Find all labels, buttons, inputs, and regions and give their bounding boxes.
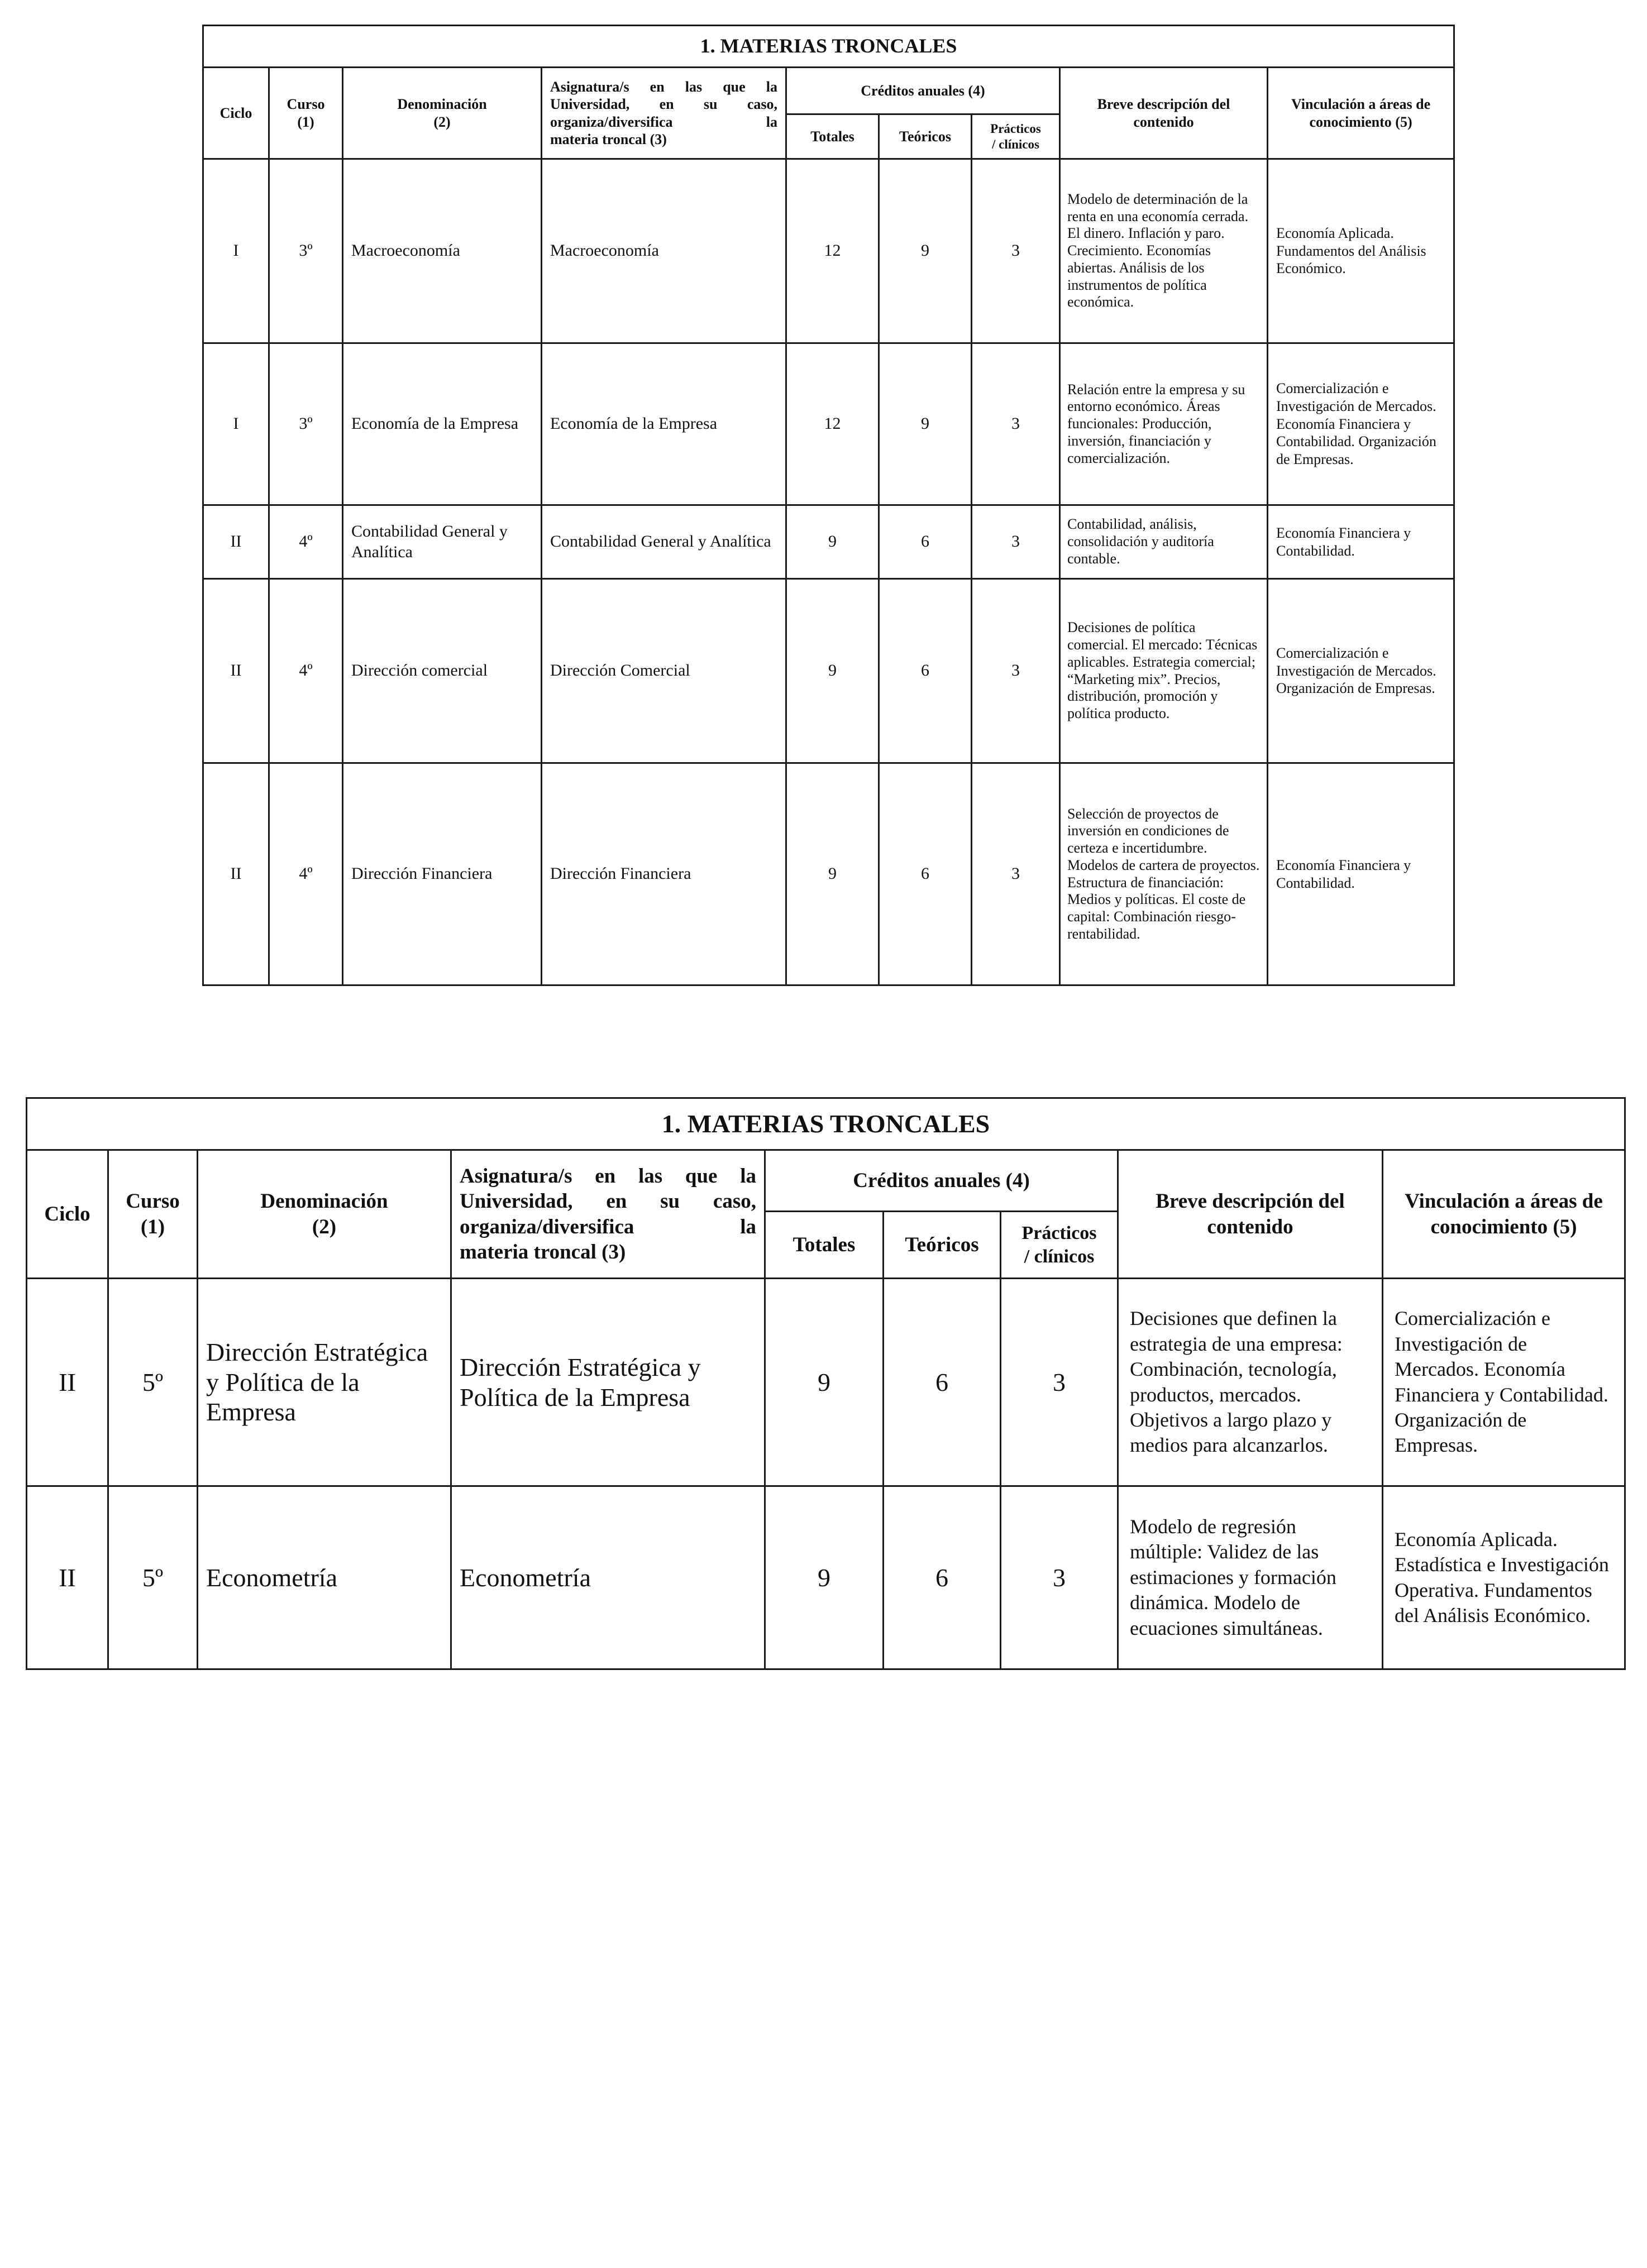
cell-ciclo: II <box>203 505 269 579</box>
cell-totales: 9 <box>765 1486 884 1669</box>
cell-descripcion: Relación entre la empresa y su entorno económico. Áreas funcionales: Producción, inversión, financiación y comercialización. <box>1060 343 1268 505</box>
header-practicos <box>1001 1212 1118 1279</box>
header-practicos-line1: Prácticos <box>1021 1223 1097 1244</box>
cell-denominacion: Macroeconomía <box>343 159 542 343</box>
cell-descripcion: Modelo de regresión múltiple: Validez de las estimaciones y formación dinámica. Modelo de ecuaciones simultáneas. <box>1118 1486 1383 1669</box>
cell-curso: 3º <box>269 343 343 505</box>
cell-totales: 9 <box>765 1279 884 1486</box>
header-ciclo: Ciclo <box>27 1150 108 1279</box>
cell-asignatura: Contabilidad General y Analítica <box>542 505 786 579</box>
cell-practicos: 3 <box>972 159 1060 343</box>
cell-totales: 9 <box>786 579 879 763</box>
header-curso-note: (1) <box>297 113 314 130</box>
cell-asignatura: Economía de la Empresa <box>542 343 786 505</box>
cell-areas: Economía Aplicada. Fundamentos del Análisis Económico. <box>1268 159 1454 343</box>
header-creditos: Créditos anuales (4) <box>765 1150 1118 1212</box>
header-teoricos: Teóricos <box>884 1212 1001 1279</box>
header-asignatura-line1: Asignatura/s en las que la <box>460 1165 756 1188</box>
cell-asignatura: Dirección Financiera <box>542 763 786 985</box>
header-practicos-line2: / clínicos <box>992 137 1039 151</box>
cell-asignatura: Macroeconomía <box>542 159 786 343</box>
header-asignatura-line3: organiza/diversifica la <box>550 113 777 130</box>
cell-asignatura: Dirección Comercial <box>542 579 786 763</box>
materias-troncales-table-1 <box>202 25 1455 986</box>
cell-teoricos: 9 <box>879 343 972 505</box>
table-row <box>27 1486 1625 1669</box>
header-asignatura-line2: Universidad, en su caso, <box>550 96 777 113</box>
cell-ciclo: II <box>203 579 269 763</box>
cell-totales: 12 <box>786 343 879 505</box>
cell-denominacion: Dirección comercial <box>343 579 542 763</box>
header-breve-descripcion: Breve descripción del contenido <box>1118 1150 1383 1279</box>
header-vinculacion: Vinculación a áreas de conocimiento (5) <box>1383 1150 1625 1279</box>
cell-areas: Comercialización e Investigación de Mercados. Economía Financiera y Contabilidad. Organización de Empresas. <box>1268 343 1454 505</box>
cell-teoricos: 6 <box>884 1486 1001 1669</box>
cell-curso: 5º <box>108 1279 198 1486</box>
cell-curso: 4º <box>269 505 343 579</box>
header-denominacion-label: Denominación <box>397 96 487 113</box>
header-curso <box>108 1150 198 1279</box>
cell-practicos: 3 <box>972 343 1060 505</box>
cell-practicos: 3 <box>1001 1279 1118 1486</box>
cell-areas: Economía Aplicada. Estadística e Investigación Operativa. Fundamentos del Análisis Económico. <box>1383 1486 1625 1669</box>
cell-ciclo: II <box>27 1486 108 1669</box>
cell-areas: Economía Financiera y Contabilidad. <box>1268 505 1454 579</box>
cell-totales: 9 <box>786 505 879 579</box>
cell-asignatura: Econometría <box>451 1486 765 1669</box>
header-denominacion-note: (2) <box>433 113 451 130</box>
table-row <box>203 505 1454 579</box>
cell-teoricos: 6 <box>879 763 972 985</box>
cell-ciclo: II <box>27 1279 108 1486</box>
table-title: 1. MATERIAS TRONCALES <box>27 1098 1625 1150</box>
header-denominacion <box>198 1150 451 1279</box>
header-totales: Totales <box>786 114 879 159</box>
header-curso-label: Curso <box>287 96 325 113</box>
cell-curso: 5º <box>108 1486 198 1669</box>
cell-practicos: 3 <box>1001 1486 1118 1669</box>
table-row <box>27 1279 1625 1486</box>
cell-practicos: 3 <box>972 763 1060 985</box>
table-row <box>203 579 1454 763</box>
table-row <box>203 343 1454 505</box>
header-curso-note: (1) <box>140 1215 165 1238</box>
header-creditos: Créditos anuales (4) <box>786 68 1060 114</box>
header-asignatura-line1: Asignatura/s en las que la <box>550 79 777 95</box>
cell-areas: Comercialización e Investigación de Mercados. Economía Financiera y Contabilidad. Organización de Empresas. <box>1383 1279 1625 1486</box>
cell-practicos: 3 <box>972 579 1060 763</box>
header-denominacion <box>343 68 542 159</box>
header-asignatura <box>542 68 786 159</box>
header-practicos <box>972 114 1060 159</box>
header-denominacion-note: (2) <box>312 1215 337 1238</box>
header-asignatura-line2: Universidad, en su caso, <box>460 1190 756 1213</box>
cell-descripcion: Modelo de determinación de la renta en una economía cerrada. El dinero. Inflación y paro. Crecimiento. Economías abiertas. Análisis de los instrumentos de política económica. <box>1060 159 1268 343</box>
header-vinculacion: Vinculación a áreas de conocimiento (5) <box>1268 68 1454 159</box>
cell-totales: 12 <box>786 159 879 343</box>
header-asignatura-line3: organiza/diversifica la <box>460 1215 756 1238</box>
cell-denominacion: Contabilidad General y Analítica <box>343 505 542 579</box>
cell-totales: 9 <box>786 763 879 985</box>
cell-descripcion: Decisiones de política comercial. El mercado: Técnicas aplicables. Estrategia comercial; “Marketing mix”. Precios, distribución, promoción y política producto. <box>1060 579 1268 763</box>
cell-ciclo: I <box>203 159 269 343</box>
table-row <box>203 763 1454 985</box>
cell-areas: Economía Financiera y Contabilidad. <box>1268 763 1454 985</box>
cell-curso: 4º <box>269 763 343 985</box>
header-asignatura-line4: materia troncal (3) <box>550 131 667 147</box>
cell-ciclo: I <box>203 343 269 505</box>
cell-areas: Comercialización e Investigación de Mercados. Organización de Empresas. <box>1268 579 1454 763</box>
cell-denominacion: Economía de la Empresa <box>343 343 542 505</box>
cell-descripcion: Selección de proyectos de inversión en condiciones de certeza e incertidumbre. Modelos de cartera de proyectos. Estructura de financiación: Medios y políticas. El coste de capital: Combinación riesgo-rentabilidad. <box>1060 763 1268 985</box>
cell-descripcion: Contabilidad, análisis, consolidación y auditoría contable. <box>1060 505 1268 579</box>
header-asignatura-line4: materia troncal (3) <box>460 1240 626 1264</box>
header-teoricos: Teóricos <box>879 114 972 159</box>
header-curso-label: Curso <box>126 1190 180 1213</box>
cell-denominacion: Econometría <box>198 1486 451 1669</box>
header-breve-descripcion: Breve descripción del contenido <box>1060 68 1268 159</box>
cell-teoricos: 6 <box>879 505 972 579</box>
materias-troncales-table-2 <box>26 1097 1626 1670</box>
cell-teoricos: 6 <box>884 1279 1001 1486</box>
cell-teoricos: 6 <box>879 579 972 763</box>
header-ciclo: Ciclo <box>203 68 269 159</box>
header-asignatura <box>451 1150 765 1279</box>
table-title: 1. MATERIAS TRONCALES <box>203 26 1454 68</box>
header-practicos-line2: / clínicos <box>1024 1246 1095 1267</box>
cell-denominacion: Dirección Estratégica y Política de la Empresa <box>198 1279 451 1486</box>
cell-ciclo: II <box>203 763 269 985</box>
header-denominacion-label: Denominación <box>260 1190 388 1213</box>
table-row <box>203 159 1454 343</box>
cell-practicos: 3 <box>972 505 1060 579</box>
cell-curso: 3º <box>269 159 343 343</box>
cell-curso: 4º <box>269 579 343 763</box>
cell-asignatura: Dirección Estratégica y Política de la Empresa <box>451 1279 765 1486</box>
header-totales: Totales <box>765 1212 884 1279</box>
cell-descripcion: Decisiones que definen la estrategia de una empresa: Combinación, tecnología, productos, mercados. Objetivos a largo plazo y medios para alcanzarlos. <box>1118 1279 1383 1486</box>
cell-teoricos: 9 <box>879 159 972 343</box>
header-practicos-line1: Prácticos <box>990 121 1041 136</box>
cell-denominacion: Dirección Financiera <box>343 763 542 985</box>
header-curso <box>269 68 343 159</box>
